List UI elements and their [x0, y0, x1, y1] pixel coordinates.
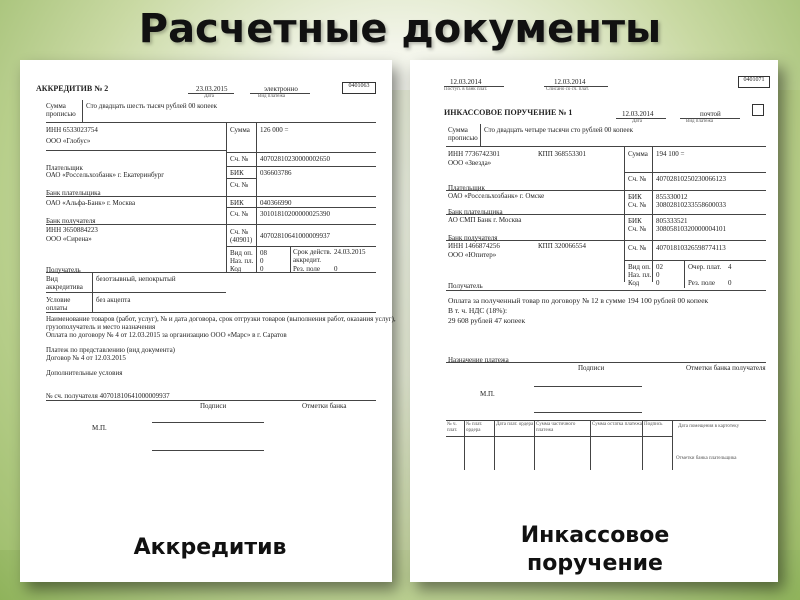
purpose-line-1: Оплата за полученный товар по договору № 12 в сумме 194 100 рублей 00 копеек	[448, 296, 709, 305]
recipient-corr-account: 30101810200000025390	[260, 210, 330, 218]
recipient-bank: АО СМП Банк г. Москва	[448, 216, 522, 224]
recipient-corr-account: 30805810320000004101	[656, 225, 726, 233]
payer-corr-account: 30802810233558600033	[656, 201, 726, 209]
sum-words-label: Сумма прописью	[448, 126, 478, 143]
date-received: 12.03.2014	[450, 78, 482, 86]
caption-letter-of-credit: Аккредитив	[133, 535, 287, 560]
payer-account: 40702810250230066123	[656, 175, 726, 183]
checkbox-square	[752, 104, 764, 116]
pay-type-label: Вид платежа	[686, 119, 714, 124]
recipient-account-label: Сч. №	[628, 244, 647, 252]
recipient-corr-label: Сч. №	[628, 225, 647, 233]
form-code: 0401063	[342, 82, 376, 94]
bank-marks-label: Отметки банка	[302, 402, 347, 410]
caption-collection-order: Инкассовое поручение	[520, 523, 670, 576]
table-header-order-no: № плат. ордера	[466, 422, 483, 433]
reserve-label: Рез. поле	[688, 279, 716, 287]
letter-of-credit-form	[20, 60, 396, 582]
payer-bik: 036603786	[260, 169, 292, 177]
recipient-name: ООО «Сирена»	[46, 235, 92, 243]
documents-value: Договор № 4 от 12.03.2015	[46, 354, 126, 362]
purpose-code-label: Наз. пл.	[230, 257, 254, 265]
date-debited-label: Списано со сч. плат.	[546, 87, 590, 92]
purpose-code-label: Наз. пл.	[628, 271, 652, 279]
code-label: Код	[628, 279, 640, 287]
order-value: 4	[728, 263, 732, 271]
purpose-label: Назначение платежа	[448, 356, 509, 364]
payment-condition-label: Условие оплаты	[46, 296, 71, 313]
payer-account: 40702810230000002650	[260, 155, 330, 163]
payer-corr-label: Сч. №	[230, 181, 249, 189]
payer-bik: 855330012	[656, 193, 688, 201]
table-header-partial-sum: Сумма частичного платежа	[536, 422, 576, 433]
sum-value: 126 000 =	[260, 126, 289, 134]
recipient-account: 40702810641000009937	[260, 232, 330, 240]
table-header-remaining-sum: Сумма остатка платежа	[592, 422, 642, 427]
op-type-value: 08	[260, 249, 267, 257]
payer-inn: ИНН 7736742301	[448, 150, 500, 158]
recipient-label: Получатель	[448, 282, 483, 290]
collection-order-form	[410, 60, 778, 582]
op-type-label: Вид оп.	[230, 249, 253, 257]
recipient-name: ООО «Юпитер»	[448, 251, 497, 259]
sum-in-words: Сто двадцать шесть тысяч рублей 00 копеек	[86, 102, 218, 110]
table-header-part-no: № ч. плат.	[447, 422, 458, 433]
form-date: 23.03.2015	[196, 85, 228, 93]
recipient-inn: ИНН 1466874256	[448, 242, 500, 250]
purpose-line-3: 29 608 рублей 47 копеек	[448, 316, 526, 325]
form-code: 0401071	[738, 76, 770, 88]
recipient-kpp: КПП 320066554	[538, 242, 587, 250]
extra-conditions-label: Дополнительные условия	[46, 369, 123, 377]
payer-bank: ОАО «Россельхозбанк» г. Омске	[448, 192, 545, 200]
sum-label: Сумма	[628, 150, 648, 158]
order-label: Очер. плат.	[688, 263, 722, 271]
code-label: Код	[230, 265, 242, 273]
date-label: Дата	[204, 94, 214, 99]
recipient-account-line: № сч. получателя 40701810641000009937	[46, 392, 170, 400]
goods-description-1: Наименование товаров (работ, услуг), № и дата договора, срок отгрузки товаров (выполнения работ, оказания услуг),	[46, 315, 396, 323]
lc-type-value: безотзывный, непокрытый	[96, 275, 176, 283]
payer-bik-label: БИК	[628, 193, 642, 201]
payer-bik-label: БИК	[230, 169, 244, 177]
payer-bank: ОАО «Россельхозбанк» г. Екатеринбург	[46, 171, 165, 179]
stamp-label: М.П.	[480, 390, 495, 398]
op-type-label: Вид оп.	[628, 263, 651, 271]
term-value: 24.03.2015	[334, 248, 366, 256]
purpose-code-value: 0	[656, 271, 660, 279]
bank-marks-label: Отметки банка получателя	[686, 364, 766, 372]
sum-in-words: Сто двадцать четыре тысячи сто рублей 00 копеек	[484, 126, 634, 134]
form-date: 12.03.2014	[622, 110, 654, 118]
payer-bank-marks-label: Отметки банка плательщика	[676, 456, 737, 461]
reserve-label: Рез. поле	[293, 265, 321, 273]
date-label: Дата	[632, 119, 642, 124]
reserve-value: 0	[334, 265, 338, 273]
recipient-bank-label: Банк получателя	[448, 234, 498, 242]
table-header-signature: Подпись	[644, 422, 663, 427]
pay-type: электронно	[264, 85, 298, 93]
recipient-inn: ИНН 3650884223	[46, 226, 98, 234]
payer-inn: ИНН 6533023754	[46, 126, 98, 134]
pay-type-label: Вид платежа	[258, 94, 286, 99]
pay-type: почтой	[700, 110, 721, 118]
documents-label: Платеж по представлению (вид документа)	[46, 346, 176, 354]
slide-title: Расчетные документы	[138, 6, 662, 52]
recipient-bik: 805333521	[656, 217, 688, 225]
payment-condition-value: без акцепта	[96, 296, 131, 304]
date-received-label: Поступ. в банк плат.	[444, 87, 488, 92]
stamp-label: М.П.	[92, 424, 107, 432]
term-label: Срок действ. аккредит.	[293, 248, 332, 265]
recipient-account: 40701810326598774113	[656, 244, 726, 252]
goods-description-2: грузополучатель и место назначения	[46, 323, 156, 331]
payer-name: ООО «Глобус»	[46, 137, 91, 145]
payer-account-label: Сч. №	[230, 155, 249, 163]
op-type-value: 02	[656, 263, 663, 271]
cartoteca-date-label: Дата помещения в картотеку	[678, 424, 740, 429]
payer-account-label: Сч. №	[628, 175, 647, 183]
lc-type-label: Вид аккредитива	[46, 275, 83, 292]
form-heading: АККРЕДИТИВ № 2	[36, 84, 109, 93]
code-value: 0	[656, 279, 660, 287]
recipient-corr-label: Сч. №	[230, 210, 249, 218]
account-40901-label: Сч. № (40901)	[230, 228, 253, 245]
recipient-bik-label: БИК	[628, 217, 642, 225]
date-debited: 12.03.2014	[554, 78, 586, 86]
sum-words-label: Сумма прописью	[46, 102, 76, 119]
background-decoration-right	[778, 90, 800, 550]
code-value: 0	[260, 265, 264, 273]
payer-corr-label: Сч. №	[628, 201, 647, 209]
table-header-order-date: Дата плат. ордера	[496, 422, 534, 427]
purpose-line-2: В т. ч. НДС (18%):	[448, 306, 508, 315]
payer-label: Плательщик	[46, 164, 83, 172]
recipient-bank-label: Банк получателя	[46, 217, 96, 225]
sum-label: Сумма	[230, 126, 250, 134]
sum-value: 194 100 =	[656, 150, 685, 158]
recipient-label: Получатель	[46, 266, 81, 274]
purpose-code-value: 0	[260, 257, 264, 265]
form-heading: ИНКАССОВОЕ ПОРУЧЕНИЕ № 1	[444, 108, 573, 117]
recipient-bank: ОАО «Альфа-Банк» г. Москва	[46, 199, 136, 207]
recipient-bik: 040366990	[260, 199, 292, 207]
payer-name: ООО «Звезда»	[448, 159, 492, 167]
recipient-bik-label: БИК	[230, 199, 244, 207]
background-decoration-left	[0, 90, 22, 550]
payer-kpp: КПП 368553301	[538, 150, 587, 158]
goods-description-3: Оплата по договору № 4 от 12.03.2015 за организацию ООО «Марс» в г. Саратов	[46, 331, 287, 339]
payer-label: Плательщик	[448, 184, 485, 192]
signatures-label: Подписи	[578, 364, 605, 372]
payer-bank-label: Банк плательщика	[46, 189, 101, 197]
signatures-label: Подписи	[200, 402, 227, 410]
reserve-value: 0	[728, 279, 732, 287]
payer-bank-label: Банк плательщика	[448, 208, 503, 216]
